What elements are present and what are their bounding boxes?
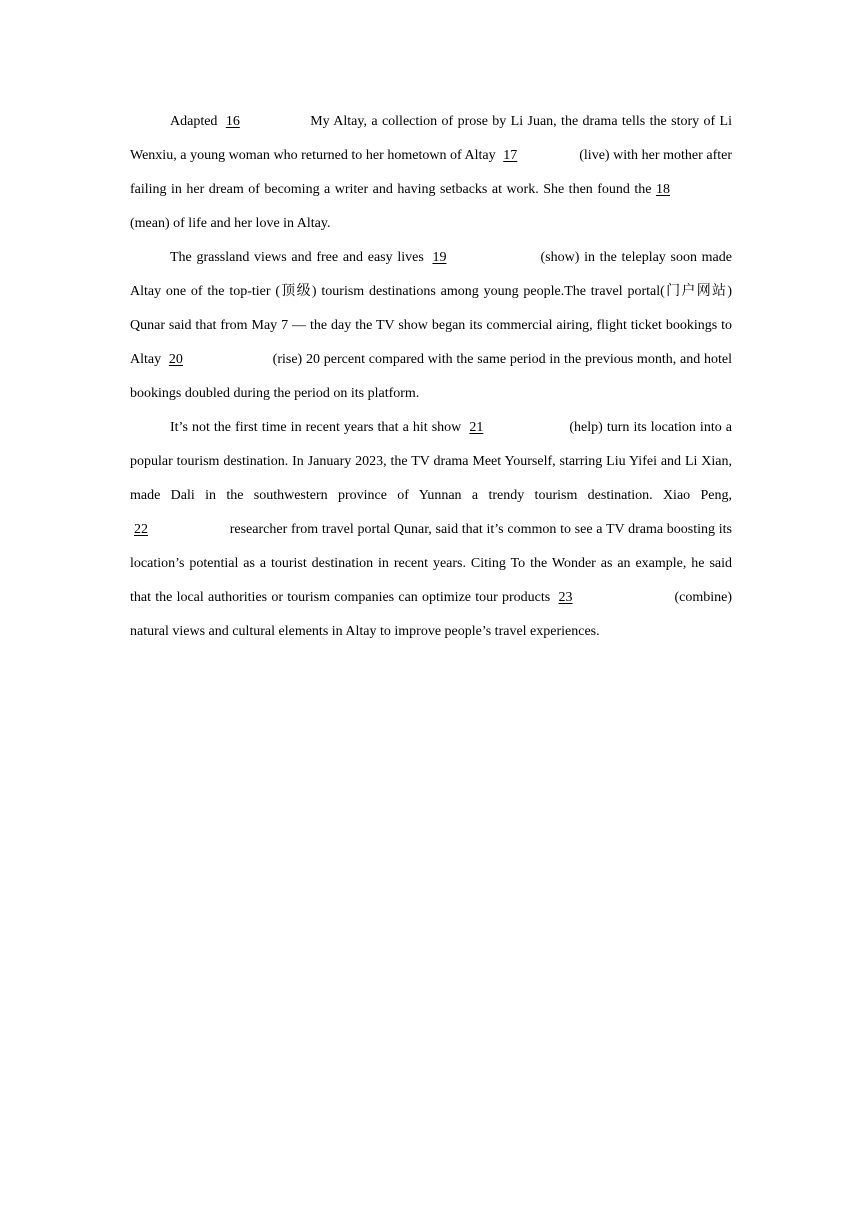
text-run: researcher from travel portal Qunar, said that it’s common to see a TV drama boosting its location’s potential as a tourist destination in recent years. Citing To the Wonder as an example, he said that the local authorities or tourism companies can optimize tour products [130, 522, 732, 605]
paragraph-1 [130, 105, 732, 241]
text-run: Adapted [170, 114, 222, 129]
text-run: (live) with her mother after failing in her dream of becoming a writer and having setbacks at work. She then found the [130, 148, 732, 197]
blank-23: 23 [558, 590, 573, 605]
text-run: (show) in the teleplay soon made Altay one of the top-tier (顶级) tourism destinations among young people.The travel portal(门户网站) Qunar said that from May 7 — the day the TV show began its commercial airing, flight ticket bookings to Altay [130, 250, 732, 367]
blank-17: 17 [503, 148, 518, 163]
paragraph-3 [130, 411, 732, 649]
blank-19: 19 [432, 250, 447, 265]
text-run: The grassland views and free and easy lives [170, 250, 429, 265]
blank-16: 16 [225, 114, 240, 129]
blank-21: 21 [469, 420, 484, 435]
text-run: My Altay, a collection of prose by Li Juan, the drama tells the story of Li Wenxiu, a young woman who returned to her hometown of Altay [130, 114, 732, 163]
paragraph-2 [130, 241, 732, 411]
text-run: (combine) natural views and cultural elements in Altay to improve people’s travel experiences. [130, 590, 732, 639]
document-page [130, 105, 732, 649]
text-run: (help) turn its location into a popular tourism destination. In January 2023, the TV drama Meet Yourself, starring Liu Yifei and Li Xian, made Dali in the southwestern province of Yunnan a trendy tourism destination. Xiao Peng, [130, 420, 732, 503]
blank-20: 20 [168, 352, 183, 367]
text-run: (rise) 20 percent compared with the same period in the previous month, and hotel bookings doubled during the period on its platform. [130, 352, 732, 401]
blank-22: 22 [134, 522, 148, 537]
text-run: It’s not the first time in recent years that a hit show [170, 420, 466, 435]
text-run: (mean) of life and her love in Altay. [130, 216, 331, 231]
blank-18: 18 [656, 182, 670, 197]
